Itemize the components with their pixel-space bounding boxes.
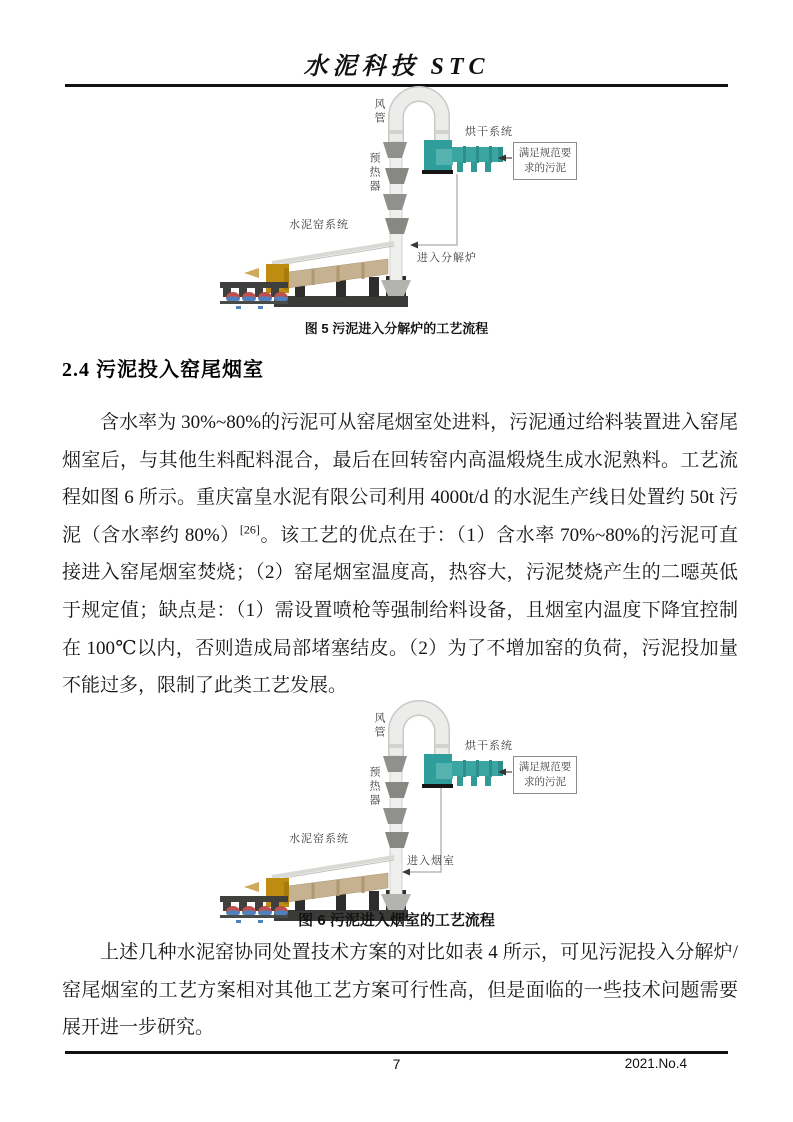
kiln-system-label: 水泥窑系统 [289, 219, 349, 231]
paragraph-1-text-continued: 。该工艺的优点在于：（1）含水率 70%~80%的污泥可直接进入窑尾烟室焚烧；（2）窑尾烟室温度高，热容大，污泥焚烧产生的二噁英低于规定值；缺点是：（1）需设置喷枪等强制给料设备，且烟室内温度下降宜控制在 100℃以内，否则造成局部堵塞结皮。（2）为了不增加窑的负荷，污泥投加量不能过多，限制了此类工艺发展。 [62, 524, 739, 697]
footer-page-number: 7 [392, 1056, 401, 1072]
kiln-hood [244, 878, 289, 907]
sludge-note-box: 满足规范要求的污泥 [513, 756, 577, 794]
preheater-label: 预热器 [368, 152, 380, 194]
figure-6-diagram [210, 700, 630, 932]
air-duct [389, 708, 449, 762]
journal-title: 水泥科技 STC [303, 54, 490, 80]
kiln-system-label: 水泥窑系统 [289, 833, 349, 845]
drying-machine [422, 140, 503, 174]
figure-5-caption: 图 5 污泥进入分解炉的工艺流程 [304, 321, 489, 336]
footer-issue: 2021.No.4 [624, 1056, 687, 1071]
section-heading: 2.4 污泥投入窑尾烟室 [62, 359, 264, 381]
reference-26-marker: [26] [239, 522, 260, 537]
air-duct [389, 94, 449, 148]
drying-machine [422, 754, 503, 788]
figure-5-art [210, 86, 630, 318]
entry-label: 进入烟室 [407, 855, 455, 867]
preheater-tower [381, 142, 411, 300]
drying-system-label: 烘干系统 [465, 126, 513, 138]
drying-system-label: 烘干系统 [465, 740, 513, 752]
paragraph-1 [62, 404, 738, 705]
figure-6-art [210, 700, 630, 932]
entry-label: 进入分解炉 [417, 252, 477, 264]
preheater-label: 预热器 [368, 766, 380, 808]
duct-label: 风管 [373, 98, 385, 126]
preheater-tower [381, 756, 411, 914]
kiln-hood [244, 264, 289, 293]
figure-5-diagram [210, 86, 630, 318]
entry-arrow [410, 174, 457, 249]
duct-label: 风管 [373, 712, 385, 740]
footer-rule [65, 1051, 728, 1054]
sludge-note-box: 满足规范要求的污泥 [513, 142, 577, 180]
figure-6-caption: 图 6 污泥进入烟室的工艺流程 [298, 912, 495, 929]
paragraph-2: 上述几种水泥窑协同处置技术方案的对比如表 4 所示，可见污泥投入分解炉/窑尾烟室的工艺方案相对其他工艺方案可行性高，但是面临的一些技术问题需要展开进一步研究。 [62, 942, 738, 1039]
paragraph-1-text: 含水率为 30%~80%的污泥可从窑尾烟室处进料，污泥通过给料装置进入窑尾烟室后，与其他生料配料混合，最后在回转窑内高温煅烧生成水泥熟料。工艺流程如图 6 所示。重庆富皇水泥有限公司利用 4000t/d 的水泥生产线日处置约 50t 污泥（含水率约 80%） [62, 412, 738, 546]
